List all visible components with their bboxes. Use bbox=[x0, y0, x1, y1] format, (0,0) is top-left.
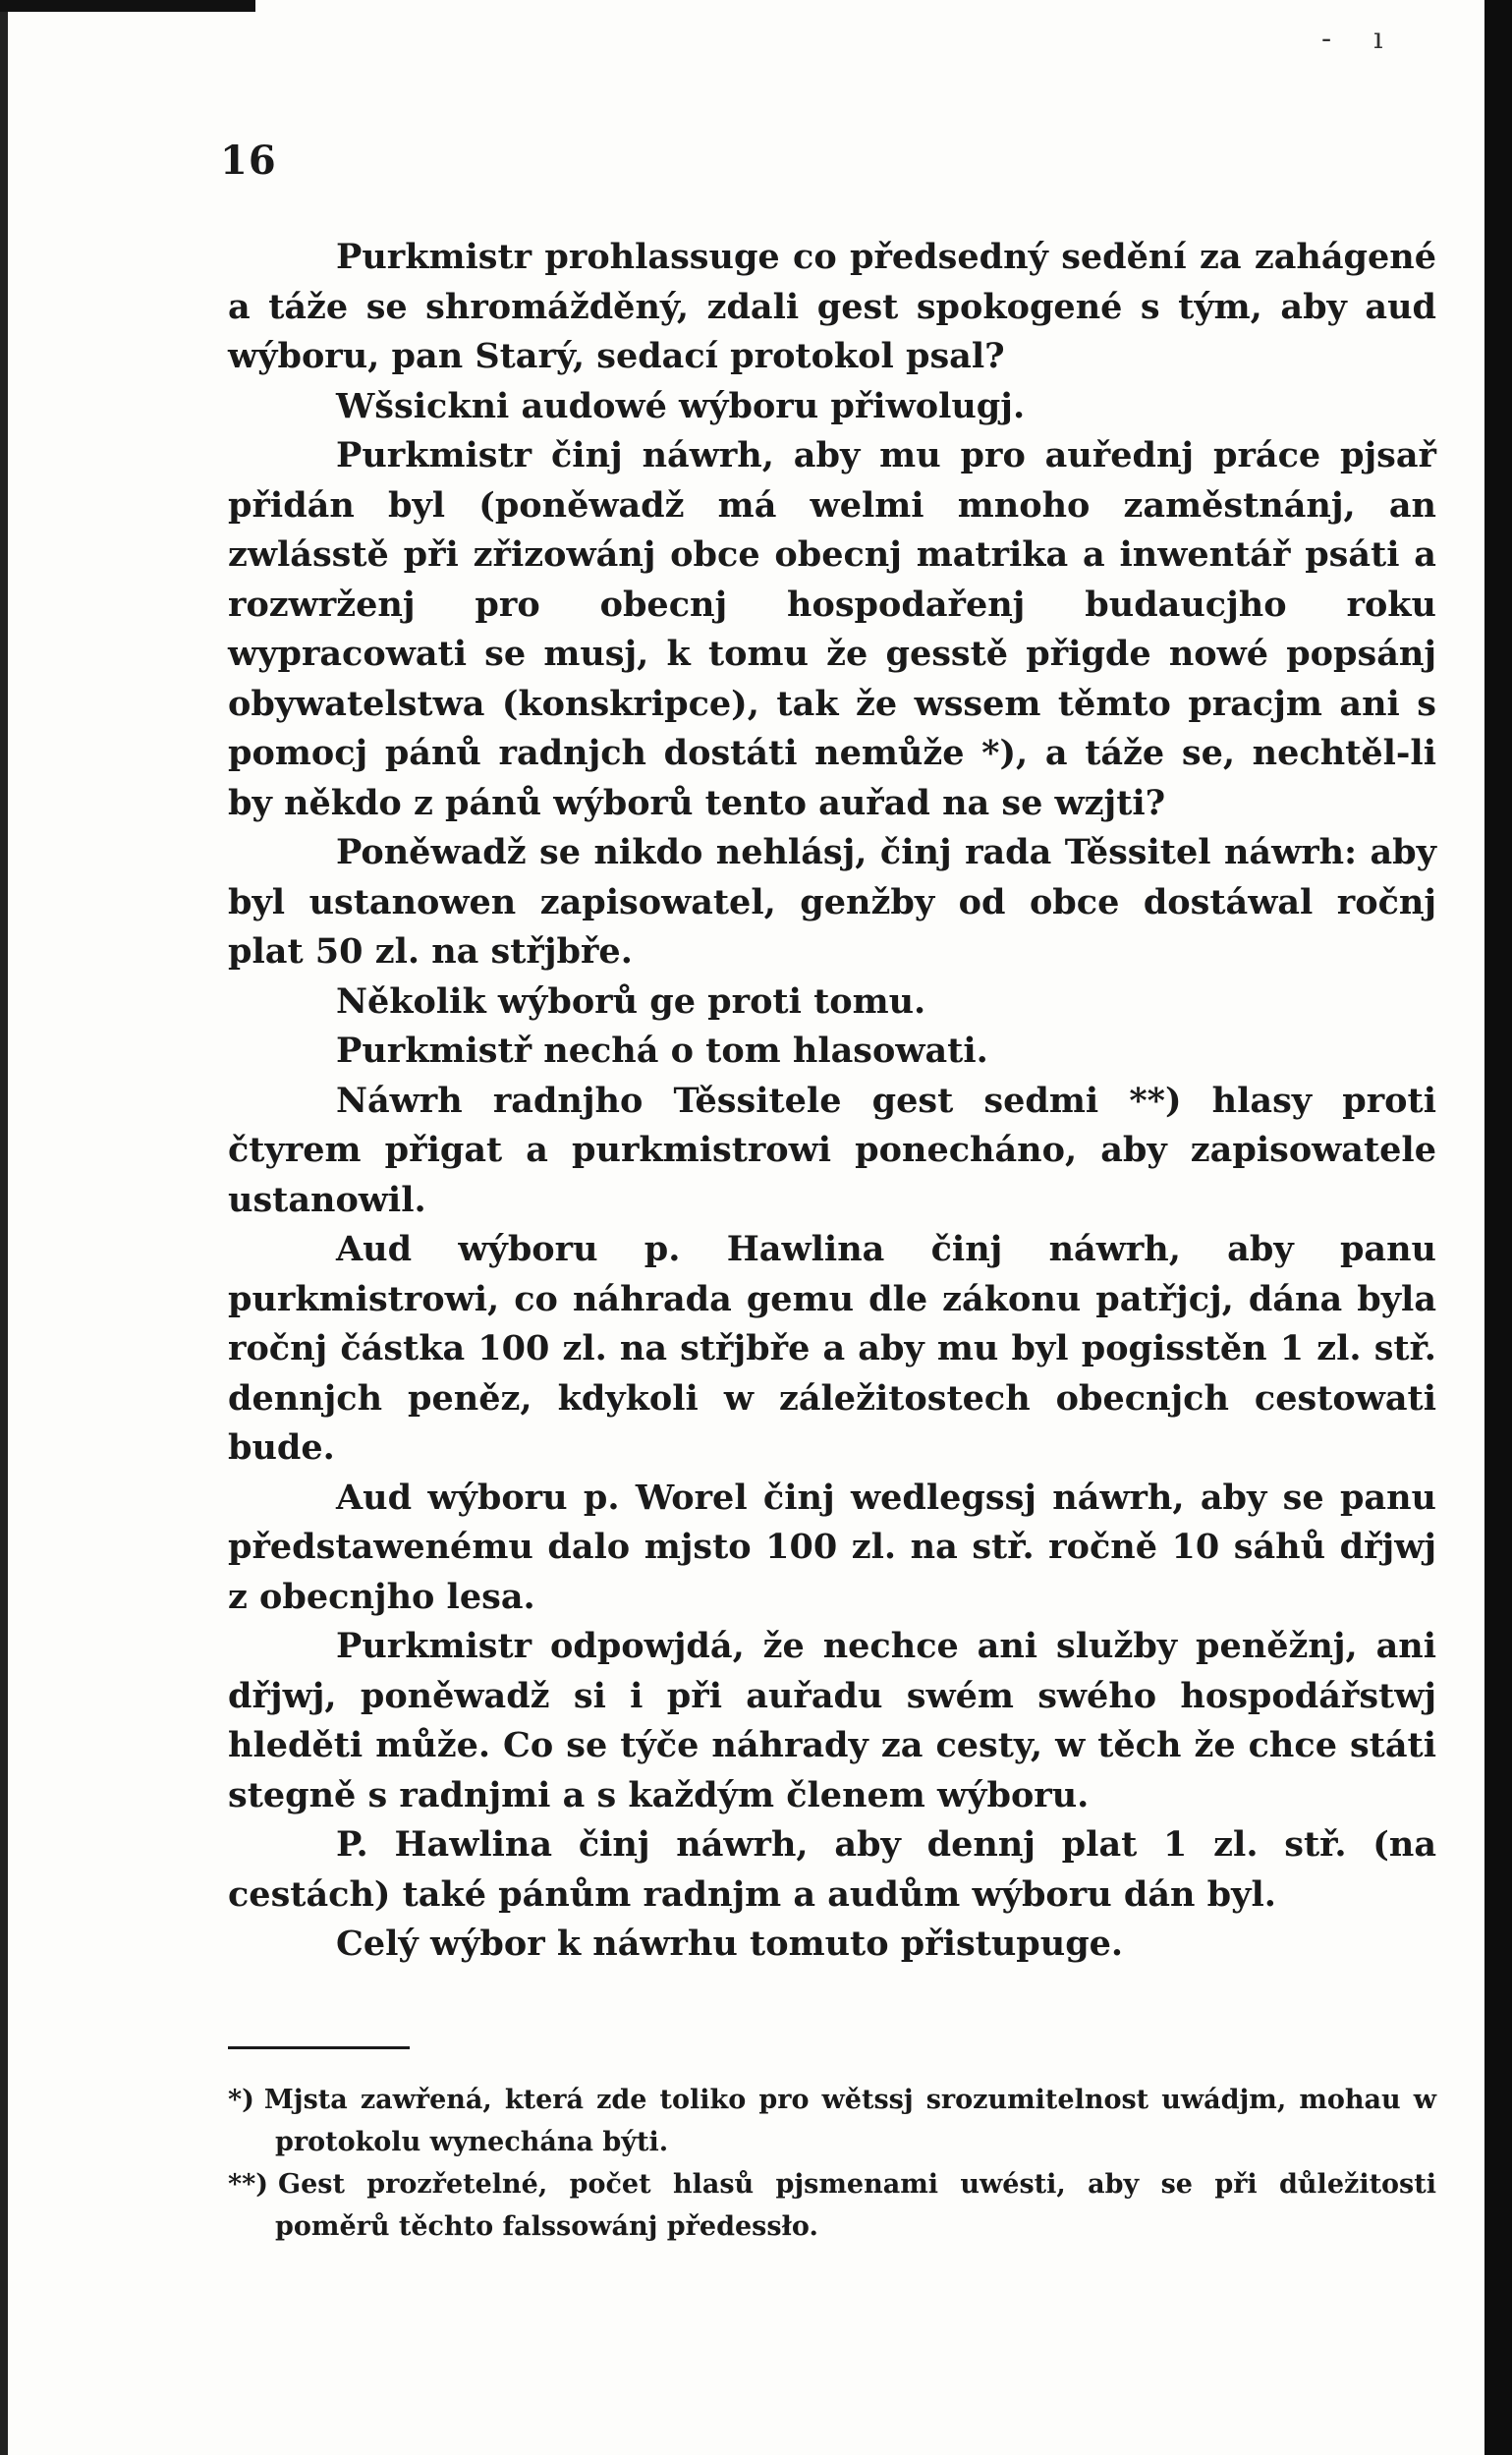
document-page bbox=[220, 138, 1436, 2248]
paragraph-11: P. Hawlina činj náwrh, aby dennj plat 1 zl. stř. (na cestách) také pánům radnjm a audům wýboru dán byl. bbox=[228, 1824, 1436, 1915]
footnote-mark: **) bbox=[228, 2168, 269, 2200]
scan-edge-left bbox=[0, 0, 8, 2455]
footnote-divider bbox=[228, 2046, 410, 2049]
footnotes bbox=[228, 2079, 1436, 2248]
paragraph-7: Náwrh radnjho Těssitele gest sedmi **) hlasy proti čtyrem přigat a purkmistrowi ponecháno, aby zapisowatele ustanowil. bbox=[228, 1080, 1436, 1220]
footnote-text: Mjsta zawřená, která zde toliko pro wětssj srozumitelnost uwádjm, mohau w protokolu wynechána býti. bbox=[263, 2084, 1436, 2157]
page-number: 16 bbox=[220, 138, 277, 184]
paragraph-12: Celý wýbor k náwrhu tomuto přistupuge. bbox=[336, 1924, 1124, 1964]
paragraph-8: Aud wýboru p. Hawlina činj náwrh, aby panu purkmistrowi, co náhrada gemu dle zákonu patřjcj, dána byla ročnj částka 100 zl. na střjbře a aby mu byl pogisstěn 1 zl. stř. dennjch peněz, kdykoli w záležitostech obecnjch cestowati bude. bbox=[228, 1229, 1436, 1468]
footnote-2 bbox=[228, 2163, 1436, 2248]
footnote-mark: *) bbox=[228, 2084, 254, 2115]
paragraph-4: Poněwadž se nikdo nehlásj, činj rada Těssitel náwrh: aby byl ustanowen zapisowatel, genžby od obce dostáwal ročnj plat 50 zl. na střjbře. bbox=[228, 832, 1436, 972]
footnote-1 bbox=[228, 2079, 1436, 2163]
scan-edge-top bbox=[0, 0, 255, 12]
stray-mark-tick: ı bbox=[1373, 22, 1383, 56]
paragraph-10: Purkmistr odpowjdá, že nechce ani služby peněžnj, ani dřjwj, poněwadž si i při auřadu swém swého hospodářstwj hleděti může. Co se týče náhrady za cesty, w těch že chce státi stegně s radnjmi a s každým členem wýboru. bbox=[228, 1626, 1436, 1815]
footnote-text: Gest prozřetelné, počet hlasů pjsmenami uwésti, aby se při důležitosti poměrů těchto falssowánj předessło. bbox=[275, 2168, 1436, 2242]
paragraph-1: Purkmistr prohlassuge co předsedný sedění za zahágené a táže se shromážděný, zdali gest spokogené s tým, aby aud wýboru, pan Starý, sedací protokol psal? bbox=[228, 237, 1436, 376]
paragraph-3: Purkmistr činj náwrh, aby mu pro auřednj práce pjsař přidán byl (poněwadž má welmi mnoho zaměstnánj, an zwlásstě při zřizowánj obce obecnj matrika a inwentář psáti a rozwrženj pro obecnj hospodařenj budaucjho roku wypracowati se musj, k tomu že gesstě přigde nowé popsánj obywatelstwa (konskripce), tak že wssem těmto pracjm ani s pomocj pánů radnjch dostáti nemůže *), a táže se, nechtěl-li by někdo z pánů wýborů tento auřad na se wzjti? bbox=[228, 435, 1436, 823]
body-text bbox=[228, 233, 1436, 1970]
paragraph-5: Několik wýborů ge proti tomu. bbox=[336, 980, 926, 1022]
paragraph-9: Aud wýboru p. Worel činj wedlegssj náwrh, aby se panu předstawenému dalo mjsto 100 zl. na stř. ročně 10 sáhů dřjwj z obecnjho lesa. bbox=[228, 1477, 1436, 1617]
scan-edge-right bbox=[1484, 0, 1512, 2455]
paragraph-6: Purkmistř nechá o tom hlasowati. bbox=[336, 1031, 988, 1071]
paragraph-2: Wšsickni audowé wýboru přiwolugj. bbox=[336, 385, 1026, 426]
stray-mark-dash: - bbox=[1321, 22, 1332, 56]
